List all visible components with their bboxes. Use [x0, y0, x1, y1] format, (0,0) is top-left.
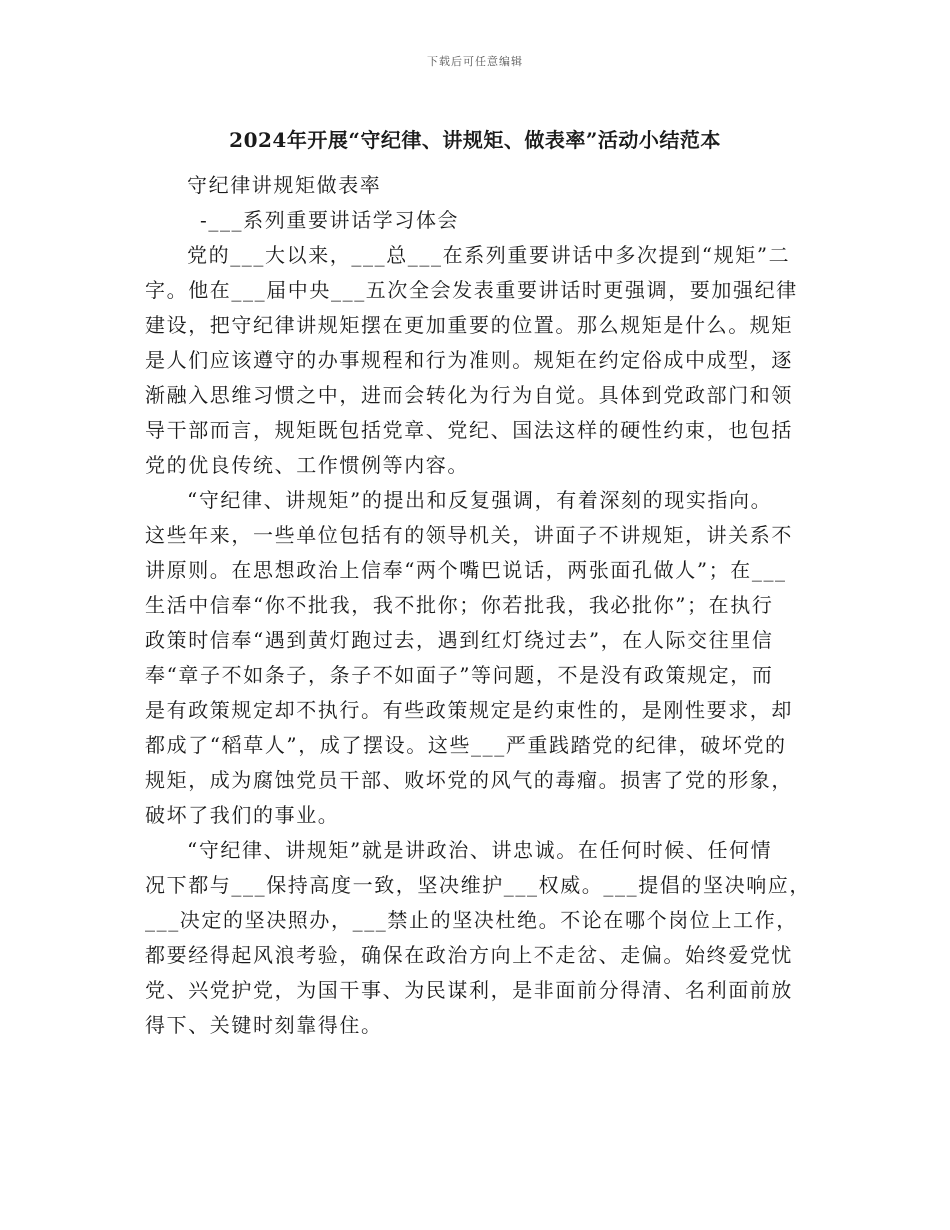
subtitle-line-2: -___系列重要讲话学习体会 — [200, 208, 460, 232]
paragraph-line: 奉“章子不如条子，条子不如面子”等问题，不是没有政策规定，而 — [145, 663, 774, 687]
paragraph-line: 渐融入思维习惯之中，进而会转化为行为自觉。具体到党政部门和领 — [145, 383, 793, 407]
paragraph-line: 都成了“稻草人”，成了摆设。这些___严重践踏党的纪律，破坏党的 — [145, 733, 787, 757]
document-title: 2024年开展“守纪律、讲规矩、做表率”活动小结范本 — [229, 128, 721, 152]
paragraph-line: 这些年来，一些单位包括有的领导机关，讲面子不讲规矩，讲关系不 — [145, 523, 793, 547]
paragraph-line: 党、兴党护党，为国干事、为民谋利，是非面前分得清、名利面前放 — [145, 978, 793, 1002]
paragraph-line: 得下、关键时刻靠得住。 — [145, 1013, 383, 1037]
paragraph-line: 党的___大以来，___总___在系列重要讲话中多次提到“规矩”二 — [187, 243, 791, 267]
paragraph-line: 政策时信奉“遇到黄灯跑过去，遇到红灯绕过去”，在人际交往里信 — [145, 628, 774, 652]
header-note: 下载后可任意编辑 — [427, 55, 523, 68]
paragraph-2 — [145, 483, 813, 833]
paragraph-line: 是有政策规定却不执行。有些政策规定是约束性的，是刚性要求，却 — [145, 698, 793, 722]
paragraph-line: 是人们应该遵守的办事规程和行为准则。规矩在约定俗成中成型，逐 — [145, 348, 793, 372]
paragraph-line: 建设，把守纪律讲规矩摆在更加重要的位置。那么规矩是什么。规矩 — [145, 313, 793, 337]
paragraph-line: 字。他在___届中央___五次全会发表重要讲话时更强调，要加强纪律 — [145, 278, 798, 302]
paragraph-line: 都要经得起风浪考验，确保在政治方向上不走岔、走偏。始终爱党忧 — [145, 943, 793, 967]
paragraph-line: 讲原则。在思想政治上信奉“两个嘴巴说话，两张面孔做人”；在___ — [145, 558, 787, 582]
paragraph-line: “守纪律、讲规矩”就是讲政治、讲忠诚。在任何时候、任何情 — [187, 838, 773, 862]
paragraph-line: 况下都与___保持高度一致，坚决维护___权威。___提倡的坚决响应， — [145, 873, 811, 897]
paragraph-line: ___决定的坚决照办，___禁止的坚决杜绝。不论在哪个岗位上工作， — [145, 908, 798, 932]
paragraph-line: 规矩，成为腐蚀党员干部、败坏党的风气的毒瘤。损害了党的形象， — [145, 768, 793, 792]
document-body — [145, 168, 813, 1043]
paragraph-line: 党的优良传统、工作惯例等内容。 — [145, 453, 469, 477]
paragraph-line: “守纪律、讲规矩”的提出和反复强调，有着深刻的现实指向。 — [187, 488, 773, 512]
paragraph-line: 导干部而言，规矩既包括党章、党纪、国法这样的硬性约束，也包括 — [145, 418, 793, 442]
paragraph-1 — [145, 238, 813, 483]
paragraph-line: 生活中信奉“你不批我，我不批你；你若批我，我必批你”；在执行 — [145, 593, 774, 617]
paragraph-line: 破坏了我们的事业。 — [145, 803, 340, 827]
subtitle: 守纪律讲规矩做表率 — [187, 173, 382, 197]
paragraph-3 — [145, 833, 813, 1043]
